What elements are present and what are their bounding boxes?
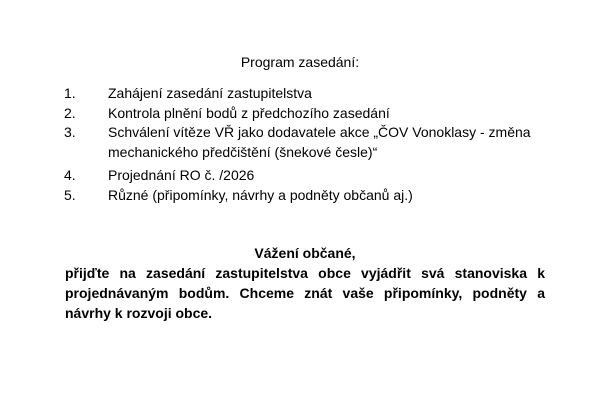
agenda-item-1 xyxy=(64,84,554,104)
agenda-item-number: 1. xyxy=(64,85,76,101)
agenda-list xyxy=(64,84,554,205)
program-title: Program zasedání: xyxy=(240,54,360,70)
invitation-body: přijďte na zasedání zastupitelstva obce vyjádřit svá stanoviska k projednávaným bodům. Chceme znát vaše připomínky, podněty a návrhy k rozvoji obce. xyxy=(65,265,545,321)
agenda-item-3 xyxy=(64,123,554,162)
agenda-item-2 xyxy=(64,104,554,124)
agenda-item-text: Kontrola plnění bodů z předchozího zasedání xyxy=(108,104,390,121)
agenda-item-4 xyxy=(64,166,554,186)
agenda-item-number: 5. xyxy=(64,186,76,203)
agenda-item-number: 3. xyxy=(64,124,76,140)
invitation-block xyxy=(65,243,545,323)
agenda-item-5 xyxy=(64,186,554,206)
agenda-item-text: Schválení vítěze VŘ jako dodavatele akce „ČOV Vonoklasy - změna mechanického předčištění (šnekové česle)“ xyxy=(108,124,531,160)
invitation-greeting: Vážení občané, xyxy=(254,245,356,261)
agenda-item-text: Různé (připomínky, návrhy a podněty občanů aj.) xyxy=(108,186,413,203)
agenda-item-text: Zahájení zasedání zastupitelstva xyxy=(108,85,312,101)
agenda-item-number: 2. xyxy=(64,104,76,121)
agenda-item-text: Projednání RO č. /2026 xyxy=(108,167,255,183)
agenda-item-number: 4. xyxy=(64,167,76,183)
